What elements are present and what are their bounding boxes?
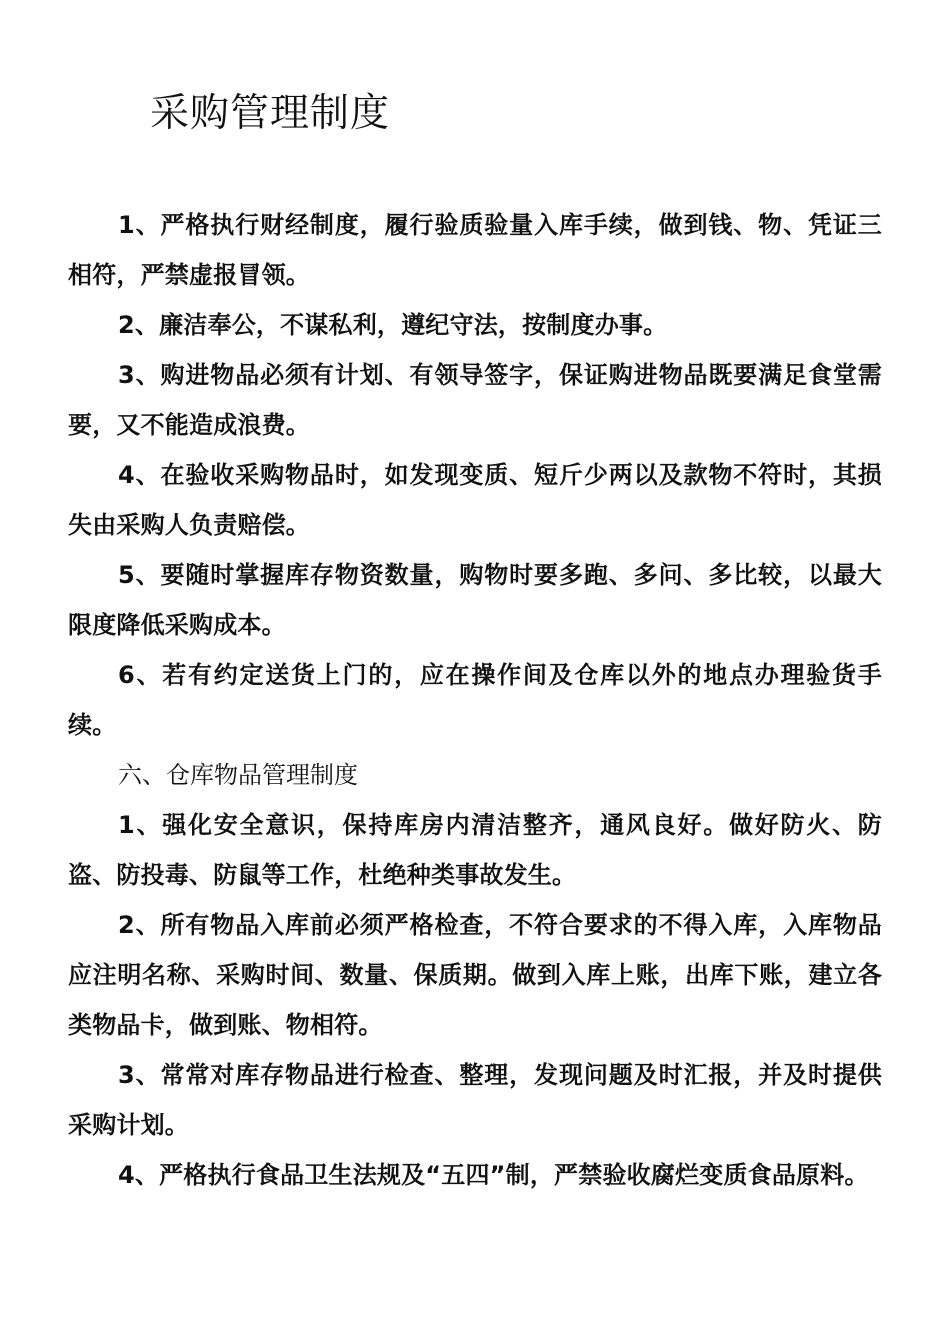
- purchase-rule-1: 1、严格执行财经制度，履行验质验量入库手续，做到钱、物、凭证三相符，严禁虚报冒领。: [68, 211, 882, 289]
- purchase-rule-3: 3、购进物品必须有计划、有领导签字，保证购进物品既要满足食堂需要，又不能造成浪费。: [68, 361, 882, 439]
- warehouse-rule-4: 4、严格执行食品卫生法规及“五四”制，严禁验收腐烂变质食品原料。: [118, 1161, 869, 1189]
- purchase-rule-6: 6、若有约定送货上门的，应在操作间及仓库以外的地点办理验货手续。: [68, 661, 882, 739]
- warehouse-rule-2: 2、所有物品入库前必须严格检查，不符合要求的不得入库，入库物品应注明名称、采购时间、数量、保质期。做到入库上账，出库下账，建立各类物品卡，做到账、物相符。: [68, 911, 882, 1039]
- warehouse-rule-1: 1、强化安全意识，保持库房内清洁整齐，通风良好。做好防火、防盗、防投毒、防鼠等工作，杜绝种类事故发生。: [68, 811, 882, 889]
- warehouse-rule-3: 3、常常对库存物品进行检查、整理，发现问题及时汇报，并及时提供采购计划。: [68, 1061, 882, 1139]
- warehouse-section-heading: 六、仓库物品管理制度: [118, 761, 358, 789]
- purchase-rule-5: 5、要随时掌握库存物资数量，购物时要多跑、多问、多比较，以最大限度降低采购成本。: [68, 561, 882, 639]
- purchase-rule-4: 4、在验收采购物品时，如发现变质、短斤少两以及款物不符时，其损失由采购人负责赔偿。: [68, 461, 882, 539]
- document-body: [68, 200, 882, 1200]
- purchase-rule-2: 2、廉洁奉公，不谋私利，遵纪守法，按制度办事。: [118, 311, 668, 339]
- document-title: 采购管理制度: [150, 91, 391, 136]
